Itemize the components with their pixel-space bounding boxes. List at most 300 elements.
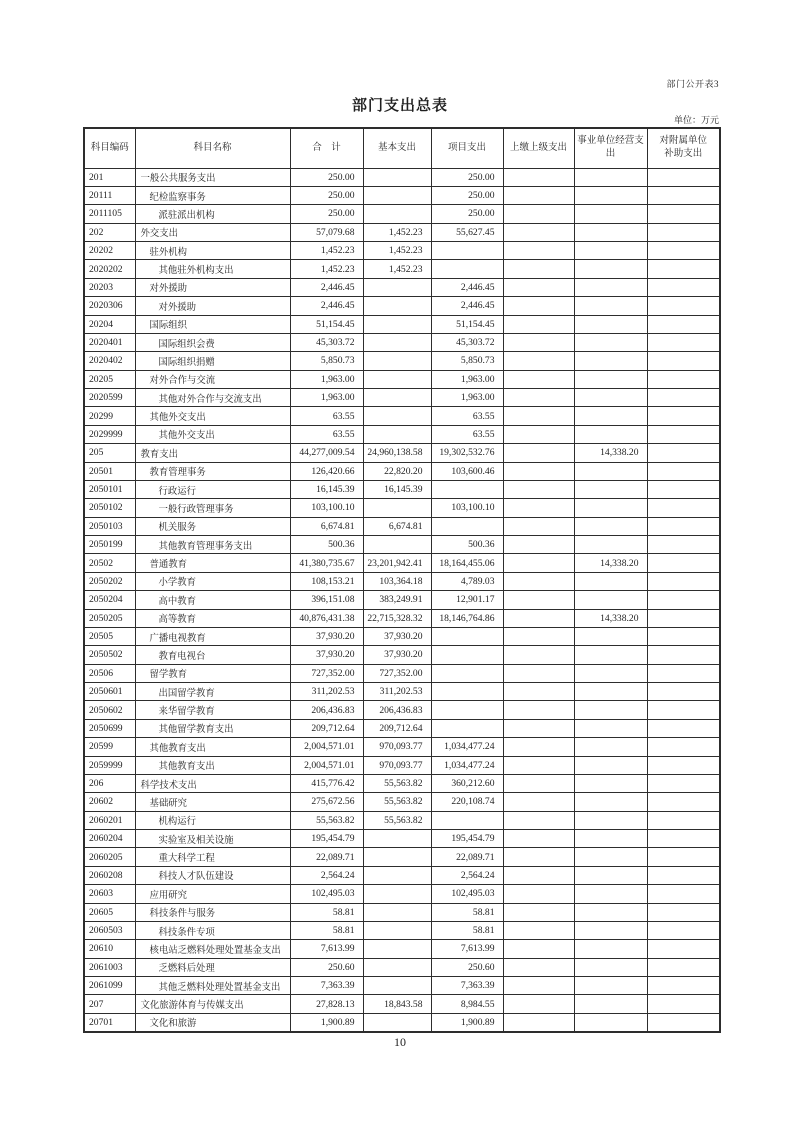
cell-project-expenditure: 7,613.99 [431, 940, 503, 958]
cell-affiliate-subsidy [647, 609, 720, 627]
cell-total: 206,436.83 [290, 701, 363, 719]
table-row [84, 517, 720, 535]
cell-project-expenditure [431, 260, 503, 278]
column-header: 上缴上级支出 [503, 128, 574, 168]
cell-total: 6,674.81 [290, 517, 363, 535]
table-row [84, 958, 720, 976]
cell-project-expenditure [431, 701, 503, 719]
cell-affiliate-subsidy [647, 719, 720, 737]
cell-paid-to-higher-level [503, 995, 574, 1013]
cell-subject-name: 乏燃料后处理 [135, 958, 290, 976]
cell-business-operating [574, 186, 647, 204]
cell-basic-expenditure [363, 370, 431, 388]
cell-affiliate-subsidy [647, 315, 720, 333]
table-row [84, 866, 720, 884]
cell-paid-to-higher-level [503, 958, 574, 976]
cell-subject-name: 普通教育 [135, 554, 290, 572]
cell-project-expenditure [431, 517, 503, 535]
table-row [84, 995, 720, 1013]
cell-project-expenditure: 12,901.17 [431, 591, 503, 609]
cell-basic-expenditure: 18,843.58 [363, 995, 431, 1013]
cell-project-expenditure [431, 627, 503, 645]
cell-basic-expenditure: 209,712.64 [363, 719, 431, 737]
cell-subject-code: 2050202 [84, 572, 135, 590]
cell-business-operating [574, 683, 647, 701]
cell-business-operating: 14,338.20 [574, 444, 647, 462]
column-header: 合 计 [290, 128, 363, 168]
cell-project-expenditure: 195,454.79 [431, 830, 503, 848]
cell-business-operating [574, 1013, 647, 1031]
cell-affiliate-subsidy [647, 903, 720, 921]
cell-business-operating [574, 572, 647, 590]
cell-affiliate-subsidy [647, 701, 720, 719]
cell-subject-name: 教育支出 [135, 444, 290, 462]
table-row [84, 499, 720, 517]
cell-business-operating [574, 921, 647, 939]
cell-basic-expenditure: 206,436.83 [363, 701, 431, 719]
cell-subject-code: 20506 [84, 664, 135, 682]
cell-business-operating [574, 958, 647, 976]
cell-basic-expenditure [363, 278, 431, 296]
cell-affiliate-subsidy [647, 1013, 720, 1031]
cell-affiliate-subsidy [647, 793, 720, 811]
cell-affiliate-subsidy [647, 958, 720, 976]
cell-basic-expenditure [363, 1013, 431, 1031]
column-header: 项目支出 [431, 128, 503, 168]
cell-paid-to-higher-level [503, 793, 574, 811]
cell-basic-expenditure [363, 389, 431, 407]
cell-business-operating [574, 738, 647, 756]
cell-business-operating: 14,338.20 [574, 554, 647, 572]
cell-business-operating [574, 811, 647, 829]
cell-paid-to-higher-level [503, 462, 574, 480]
cell-project-expenditure [431, 646, 503, 664]
cell-total: 727,352.00 [290, 664, 363, 682]
cell-paid-to-higher-level [503, 866, 574, 884]
cell-subject-name: 科学技术支出 [135, 774, 290, 792]
table-row [84, 333, 720, 351]
cell-basic-expenditure [363, 407, 431, 425]
cell-basic-expenditure: 23,201,942.41 [363, 554, 431, 572]
cell-affiliate-subsidy [647, 977, 720, 995]
cell-total: 1,900.89 [290, 1013, 363, 1031]
cell-basic-expenditure [363, 352, 431, 370]
cell-basic-expenditure: 37,930.20 [363, 646, 431, 664]
cell-paid-to-higher-level [503, 333, 574, 351]
cell-subject-name: 留学教育 [135, 664, 290, 682]
cell-total: 63.55 [290, 407, 363, 425]
cell-business-operating [574, 866, 647, 884]
cell-affiliate-subsidy [647, 995, 720, 1013]
cell-subject-name: 国际组织会费 [135, 333, 290, 351]
table-row [84, 425, 720, 443]
cell-paid-to-higher-level [503, 683, 574, 701]
cell-basic-expenditure [363, 940, 431, 958]
cell-total: 40,876,431.38 [290, 609, 363, 627]
cell-total: 250.60 [290, 958, 363, 976]
cell-total: 57,079.68 [290, 223, 363, 241]
doc-label: 部门公开表3 [666, 79, 719, 89]
cell-subject-name: 教育管理事务 [135, 462, 290, 480]
cell-project-expenditure: 1,963.00 [431, 389, 503, 407]
cell-basic-expenditure [363, 168, 431, 186]
cell-basic-expenditure: 1,452.23 [363, 260, 431, 278]
table-row [84, 591, 720, 609]
cell-subject-name: 派驻派出机构 [135, 205, 290, 223]
column-header: 科目编码 [84, 128, 135, 168]
cell-subject-code: 2050101 [84, 480, 135, 498]
table-row [84, 205, 720, 223]
cell-paid-to-higher-level [503, 480, 574, 498]
cell-subject-code: 2060208 [84, 866, 135, 884]
cell-paid-to-higher-level [503, 774, 574, 792]
cell-subject-name: 教育电视台 [135, 646, 290, 664]
cell-basic-expenditure: 55,563.82 [363, 793, 431, 811]
cell-subject-code: 20603 [84, 885, 135, 903]
cell-subject-code: 2050601 [84, 683, 135, 701]
cell-affiliate-subsidy [647, 885, 720, 903]
cell-subject-code: 207 [84, 995, 135, 1013]
cell-subject-name: 文化旅游体育与传媒支出 [135, 995, 290, 1013]
cell-total: 1,963.00 [290, 370, 363, 388]
cell-basic-expenditure [363, 425, 431, 443]
cell-project-expenditure: 360,212.60 [431, 774, 503, 792]
cell-subject-code: 20599 [84, 738, 135, 756]
cell-total: 55,563.82 [290, 811, 363, 829]
cell-total: 209,712.64 [290, 719, 363, 737]
cell-total: 58.81 [290, 921, 363, 939]
cell-basic-expenditure [363, 186, 431, 204]
cell-business-operating [574, 903, 647, 921]
cell-subject-code: 2050602 [84, 701, 135, 719]
cell-total: 1,963.00 [290, 389, 363, 407]
cell-paid-to-higher-level [503, 536, 574, 554]
cell-business-operating [574, 168, 647, 186]
cell-total: 37,930.20 [290, 646, 363, 664]
cell-paid-to-higher-level [503, 738, 574, 756]
cell-subject-name: 其他驻外机构支出 [135, 260, 290, 278]
cell-project-expenditure [431, 242, 503, 260]
cell-business-operating [574, 646, 647, 664]
cell-project-expenditure: 8,984.55 [431, 995, 503, 1013]
cell-affiliate-subsidy [647, 536, 720, 554]
cell-affiliate-subsidy [647, 389, 720, 407]
cell-subject-code: 205 [84, 444, 135, 462]
cell-project-expenditure: 63.55 [431, 425, 503, 443]
cell-subject-code: 2029999 [84, 425, 135, 443]
cell-paid-to-higher-level [503, 223, 574, 241]
cell-subject-name: 科技条件专项 [135, 921, 290, 939]
table-row [84, 903, 720, 921]
cell-paid-to-higher-level [503, 205, 574, 223]
cell-total: 44,277,009.54 [290, 444, 363, 462]
cell-affiliate-subsidy [647, 480, 720, 498]
cell-paid-to-higher-level [503, 260, 574, 278]
cell-basic-expenditure: 311,202.53 [363, 683, 431, 701]
cell-subject-name: 行政运行 [135, 480, 290, 498]
cell-total: 108,153.21 [290, 572, 363, 590]
cell-paid-to-higher-level [503, 921, 574, 939]
cell-paid-to-higher-level [503, 554, 574, 572]
cell-affiliate-subsidy [647, 738, 720, 756]
cell-business-operating [574, 848, 647, 866]
cell-basic-expenditure: 22,820.20 [363, 462, 431, 480]
cell-subject-name: 机关服务 [135, 517, 290, 535]
cell-total: 37,930.20 [290, 627, 363, 645]
cell-business-operating [574, 278, 647, 296]
cell-basic-expenditure: 6,674.81 [363, 517, 431, 535]
cell-affiliate-subsidy [647, 462, 720, 480]
cell-affiliate-subsidy [647, 646, 720, 664]
cell-paid-to-higher-level [503, 756, 574, 774]
cell-subject-code: 2061099 [84, 977, 135, 995]
cell-paid-to-higher-level [503, 315, 574, 333]
cell-total: 51,154.45 [290, 315, 363, 333]
cell-subject-name: 重大科学工程 [135, 848, 290, 866]
table-row [84, 719, 720, 737]
cell-affiliate-subsidy [647, 425, 720, 443]
cell-affiliate-subsidy [647, 223, 720, 241]
cell-total: 22,089.71 [290, 848, 363, 866]
cell-subject-name: 其他外交支出 [135, 425, 290, 443]
table-row [84, 186, 720, 204]
cell-total: 102,495.03 [290, 885, 363, 903]
cell-project-expenditure: 1,900.89 [431, 1013, 503, 1031]
cell-project-expenditure: 500.36 [431, 536, 503, 554]
cell-basic-expenditure [363, 921, 431, 939]
cell-paid-to-higher-level [503, 1013, 574, 1031]
cell-business-operating [574, 480, 647, 498]
cell-basic-expenditure: 22,715,328.32 [363, 609, 431, 627]
cell-basic-expenditure: 727,352.00 [363, 664, 431, 682]
cell-paid-to-higher-level [503, 830, 574, 848]
table-row [84, 701, 720, 719]
cell-total: 250.00 [290, 186, 363, 204]
table-row [84, 462, 720, 480]
cell-affiliate-subsidy [647, 627, 720, 645]
cell-subject-code: 20701 [84, 1013, 135, 1031]
cell-paid-to-higher-level [503, 186, 574, 204]
cell-subject-code: 2060205 [84, 848, 135, 866]
cell-business-operating [574, 885, 647, 903]
cell-total: 7,363.39 [290, 977, 363, 995]
cell-subject-code: 2061003 [84, 958, 135, 976]
cell-business-operating [574, 425, 647, 443]
cell-total: 2,564.24 [290, 866, 363, 884]
cell-affiliate-subsidy [647, 370, 720, 388]
cell-subject-name: 机构运行 [135, 811, 290, 829]
cell-paid-to-higher-level [503, 627, 574, 645]
cell-basic-expenditure: 55,563.82 [363, 811, 431, 829]
cell-basic-expenditure [363, 958, 431, 976]
cell-project-expenditure: 2,446.45 [431, 278, 503, 296]
cell-basic-expenditure [363, 205, 431, 223]
cell-total: 396,151.08 [290, 591, 363, 609]
cell-total: 1,452.23 [290, 260, 363, 278]
cell-subject-code: 20502 [84, 554, 135, 572]
cell-subject-code: 2011105 [84, 205, 135, 223]
cell-subject-code: 2060201 [84, 811, 135, 829]
cell-subject-name: 核电站乏燃料处理处置基金支出 [135, 940, 290, 958]
table-row [84, 407, 720, 425]
cell-subject-name: 纪检监察事务 [135, 186, 290, 204]
cell-paid-to-higher-level [503, 903, 574, 921]
cell-basic-expenditure: 55,563.82 [363, 774, 431, 792]
cell-project-expenditure: 18,146,764.86 [431, 609, 503, 627]
table-row [84, 536, 720, 554]
cell-subject-code: 20204 [84, 315, 135, 333]
cell-basic-expenditure [363, 315, 431, 333]
cell-subject-code: 20203 [84, 278, 135, 296]
cell-affiliate-subsidy [647, 554, 720, 572]
cell-subject-code: 20202 [84, 242, 135, 260]
cell-subject-name: 基础研究 [135, 793, 290, 811]
cell-total: 5,850.73 [290, 352, 363, 370]
table-row [84, 940, 720, 958]
cell-business-operating: 14,338.20 [574, 609, 647, 627]
cell-basic-expenditure [363, 866, 431, 884]
cell-subject-name: 小学教育 [135, 572, 290, 590]
cell-basic-expenditure: 37,930.20 [363, 627, 431, 645]
cell-subject-name: 其他外交支出 [135, 407, 290, 425]
cell-subject-code: 20205 [84, 370, 135, 388]
cell-business-operating [574, 315, 647, 333]
cell-subject-code: 2059999 [84, 756, 135, 774]
table-header-row [84, 128, 720, 168]
table-row [84, 278, 720, 296]
cell-subject-code: 20299 [84, 407, 135, 425]
table-row [84, 242, 720, 260]
cell-subject-code: 2020401 [84, 333, 135, 351]
cell-total: 2,446.45 [290, 278, 363, 296]
cell-affiliate-subsidy [647, 756, 720, 774]
cell-basic-expenditure: 103,364.18 [363, 572, 431, 590]
cell-subject-name: 其他留学教育支出 [135, 719, 290, 737]
cell-affiliate-subsidy [647, 444, 720, 462]
cell-basic-expenditure: 970,093.77 [363, 738, 431, 756]
table-body [84, 168, 720, 1032]
cell-affiliate-subsidy [647, 811, 720, 829]
cell-subject-name: 其他教育管理事务支出 [135, 536, 290, 554]
cell-subject-code: 20602 [84, 793, 135, 811]
cell-basic-expenditure [363, 977, 431, 995]
cell-subject-name: 其他教育支出 [135, 738, 290, 756]
cell-project-expenditure: 250.60 [431, 958, 503, 976]
cell-affiliate-subsidy [647, 848, 720, 866]
cell-subject-name: 应用研究 [135, 885, 290, 903]
cell-total: 16,145.39 [290, 480, 363, 498]
cell-project-expenditure: 1,034,477.24 [431, 756, 503, 774]
cell-basic-expenditure: 383,249.91 [363, 591, 431, 609]
cell-paid-to-higher-level [503, 370, 574, 388]
table-row [84, 260, 720, 278]
cell-project-expenditure: 45,303.72 [431, 333, 503, 351]
cell-affiliate-subsidy [647, 205, 720, 223]
cell-affiliate-subsidy [647, 407, 720, 425]
cell-subject-code: 20111 [84, 186, 135, 204]
cell-basic-expenditure [363, 333, 431, 351]
cell-business-operating [574, 977, 647, 995]
expenditure-summary-table [83, 127, 721, 1033]
column-header: 对附属单位补助支出 [647, 128, 720, 168]
cell-basic-expenditure: 970,093.77 [363, 756, 431, 774]
cell-subject-code: 2050199 [84, 536, 135, 554]
cell-subject-code: 2060204 [84, 830, 135, 848]
cell-project-expenditure: 22,089.71 [431, 848, 503, 866]
cell-basic-expenditure: 16,145.39 [363, 480, 431, 498]
cell-affiliate-subsidy [647, 830, 720, 848]
cell-project-expenditure: 2,446.45 [431, 297, 503, 315]
cell-business-operating [574, 940, 647, 958]
cell-total: 2,446.45 [290, 297, 363, 315]
table-row [84, 921, 720, 939]
cell-subject-name: 高等教育 [135, 609, 290, 627]
table-row [84, 223, 720, 241]
table-row [84, 444, 720, 462]
cell-project-expenditure: 4,789.03 [431, 572, 503, 590]
cell-subject-name: 其他教育支出 [135, 756, 290, 774]
cell-subject-name: 实验室及相关设施 [135, 830, 290, 848]
cell-paid-to-higher-level [503, 168, 574, 186]
cell-basic-expenditure: 1,452.23 [363, 242, 431, 260]
cell-subject-name: 一般行政管理事务 [135, 499, 290, 517]
cell-project-expenditure: 250.00 [431, 205, 503, 223]
cell-basic-expenditure [363, 885, 431, 903]
cell-business-operating [574, 517, 647, 535]
table-row [84, 756, 720, 774]
cell-total: 500.36 [290, 536, 363, 554]
cell-affiliate-subsidy [647, 940, 720, 958]
page-title: 部门支出总表 [351, 98, 448, 114]
cell-project-expenditure [431, 719, 503, 737]
cell-subject-code: 2020306 [84, 297, 135, 315]
cell-project-expenditure: 19,302,532.76 [431, 444, 503, 462]
cell-paid-to-higher-level [503, 517, 574, 535]
cell-total: 126,420.66 [290, 462, 363, 480]
cell-affiliate-subsidy [647, 352, 720, 370]
cell-basic-expenditure [363, 297, 431, 315]
table-row [84, 885, 720, 903]
cell-paid-to-higher-level [503, 297, 574, 315]
cell-affiliate-subsidy [647, 168, 720, 186]
table-row [84, 609, 720, 627]
cell-affiliate-subsidy [647, 683, 720, 701]
table-row [84, 774, 720, 792]
table-row [84, 168, 720, 186]
cell-total: 103,100.10 [290, 499, 363, 517]
cell-subject-code: 202 [84, 223, 135, 241]
cell-paid-to-higher-level [503, 425, 574, 443]
cell-subject-code: 2050103 [84, 517, 135, 535]
cell-business-operating [574, 793, 647, 811]
cell-business-operating [574, 223, 647, 241]
column-header: 基本支出 [363, 128, 431, 168]
cell-paid-to-higher-level [503, 242, 574, 260]
cell-paid-to-higher-level [503, 407, 574, 425]
cell-project-expenditure: 5,850.73 [431, 352, 503, 370]
cell-total: 250.00 [290, 168, 363, 186]
cell-business-operating [574, 995, 647, 1013]
cell-subject-code: 2050204 [84, 591, 135, 609]
cell-affiliate-subsidy [647, 591, 720, 609]
cell-business-operating [574, 260, 647, 278]
cell-project-expenditure: 58.81 [431, 903, 503, 921]
cell-subject-name: 一般公共服务支出 [135, 168, 290, 186]
column-header: 事业单位经营支出 [574, 128, 647, 168]
cell-total: 2,004,571.01 [290, 756, 363, 774]
cell-project-expenditure [431, 683, 503, 701]
cell-business-operating [574, 536, 647, 554]
